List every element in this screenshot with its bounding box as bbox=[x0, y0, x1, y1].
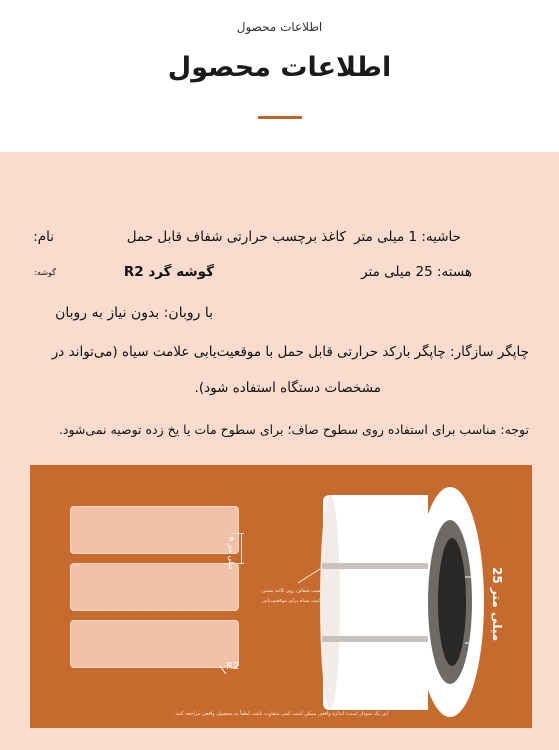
spec-corner: گوشه گرد R2 bbox=[123, 264, 214, 280]
label-roll-illustration bbox=[30, 465, 532, 728]
diagram-caption: این یک نمودار است؛ اندازه واقعی ممکن است کمی متفاوت باشد، لطفاً به محصول واقعی مراجعه کنید. bbox=[174, 711, 388, 717]
spec-corner-label: گوشه: bbox=[34, 268, 56, 277]
pointer-note-line2: علامت سیاه برای موقعیت‌یابی bbox=[262, 598, 325, 604]
title-underline bbox=[258, 116, 302, 119]
corner-radius-label: R2 bbox=[226, 661, 240, 672]
spec-printer-line2: مشخصات دستگاه استفاده شود). bbox=[194, 380, 381, 396]
spec-core: هسته: 25 میلی متر bbox=[361, 264, 472, 280]
spec-name-label: نام: bbox=[33, 229, 54, 245]
pointer-note-line1: برچسب شفاف روی کاغذ پشتی bbox=[262, 588, 328, 594]
spec-ribbon: با روبان: بدون نیاز به روبان bbox=[55, 305, 213, 321]
core-diameter-label: 25 میلی متر bbox=[490, 567, 504, 642]
spec-printer-line1: چاپگر سازگار: چاپگر بارکد حرارتی قابل حمل با موقعیت‌یابی علامت سیاه (می‌تواند در bbox=[51, 344, 529, 360]
header-subtitle: اطلاعات محصول bbox=[236, 20, 323, 34]
product-diagram bbox=[30, 465, 532, 728]
spec-note: توجه: مناسب برای استفاده روی سطوح صاف؛ برای سطوح مات یا یخ زده توصیه نمی‌شود. bbox=[58, 422, 529, 437]
product-info-header bbox=[0, 0, 559, 152]
spec-paper: کاغذ برچسب حرارتی شفاف قابل حمل bbox=[126, 229, 346, 245]
gap-dimension-label: 6 میلی متر bbox=[227, 537, 235, 570]
page-title: اطلاعات محصول bbox=[167, 52, 392, 83]
spec-margin: حاشیه: 1 میلی متر bbox=[354, 229, 461, 245]
